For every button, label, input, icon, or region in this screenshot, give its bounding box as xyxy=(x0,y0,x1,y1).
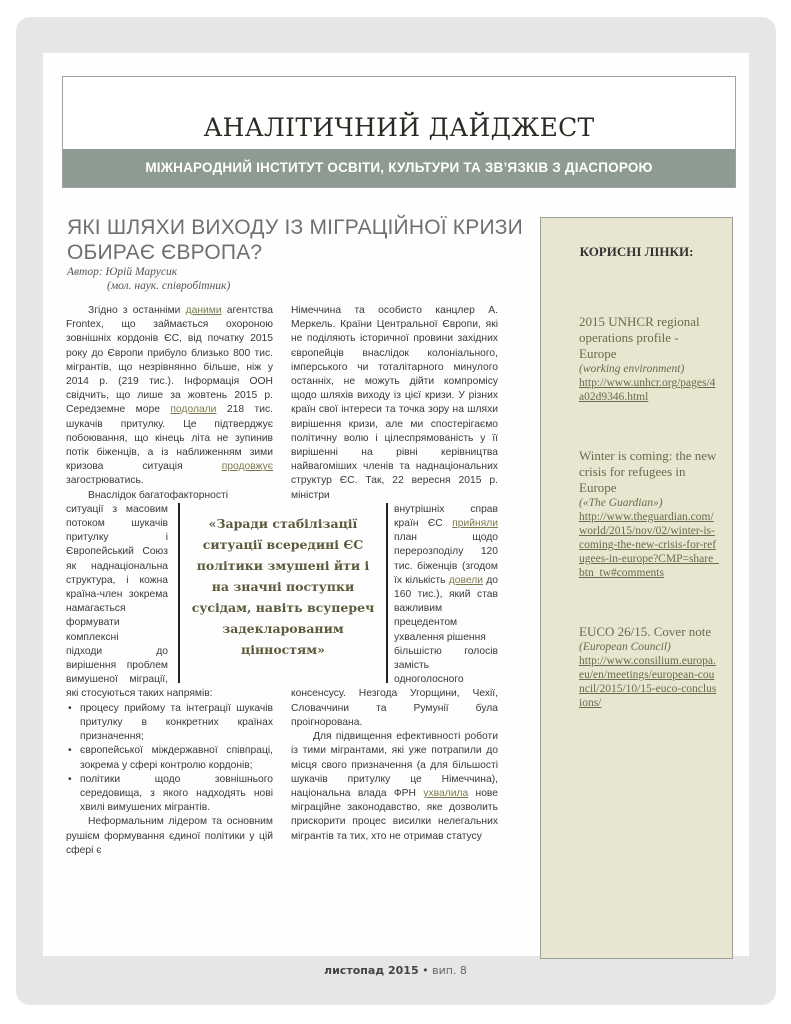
link-source: (European Council) xyxy=(579,641,671,653)
link-source: (working environment) xyxy=(579,363,685,375)
link-url[interactable]: http://www.consilium.europa.eu/en/meetings/european-council/2015/10/15-euco-conclusions/ xyxy=(579,655,717,709)
paragraph: більшістю голосів замість одноголосного консенсусу. Незгода Угорщини, Чехії, Словаччини та Румунії була проігнорована. xyxy=(291,645,498,728)
issue-number: вип. 8 xyxy=(432,964,467,977)
issue-date: листопад 2015 xyxy=(324,964,419,977)
text-run: загострюватись. xyxy=(66,475,144,487)
link-crossed[interactable]: подолали xyxy=(170,404,217,416)
author-role: (мол. наук. співробітник) xyxy=(107,280,231,292)
text-run: агентства Frontex, що займається охороною зовнішніх кордонів ЄС, від початку 2015 року до Європи прибуло близько 800 тис. мігрантів, що незрівнянно більше, ніж у 2014 р. (219 тис.). Інформація ООН свідчить, що лише за жовтень 2015 р. Середземне море xyxy=(66,305,274,416)
article-title: ЯКІ ШЛЯХИ ВИХОДУ ІЗ МІГРАЦІЙНОЇ КРИЗИ ОБИРАЄ ЄВРОПА? xyxy=(67,216,523,264)
link-approved[interactable]: ухвалила xyxy=(423,787,469,799)
text-run: Згідно з останніми xyxy=(88,305,186,316)
link-raised[interactable]: довели xyxy=(448,574,483,586)
pull-quote-text: «Заради стабілізації ситуації всередині ЄС політики змушені йти і на значні поступки сусідам, навіть всупереч задекларованим цінностям» xyxy=(191,516,375,657)
byline xyxy=(67,265,230,293)
paragraph xyxy=(66,304,273,489)
text-run: Для підвищення ефективності роботи із тими мігрантами, які уже потрапили до місця свого призначення (а для більшості шукачів притулку це Німеччина), національна влада ФРН xyxy=(291,731,498,799)
list-item: • європейської міждержавної співпраці, зокрема у сфері контролю кордонів; xyxy=(66,744,273,772)
link-title: EUCO 26/15. Cover note xyxy=(579,624,712,639)
text-run: до 160 тис.), який став важливим прецедентом ухвалення рішення xyxy=(394,574,498,643)
bullet-list xyxy=(66,702,273,816)
text-run: план щодо перерозподілу 120 тис. біженців (згодом їх кількість xyxy=(394,532,498,586)
link-url[interactable]: http://www.unhcr.org/pages/4a02d9346.html xyxy=(579,377,716,403)
paragraph: підходи до вирішення проблем вимушеної міграції, які стосуються таких напрямів: xyxy=(66,645,213,700)
link-url[interactable]: http://www.theguardian.com/world/2015/nov/02/winter-is-coming-the-new-crisis-for-refugees-in-europe?CMP=share_btn_tw#comments xyxy=(579,511,719,579)
list-item: • політики щодо зовнішнього середовища, з якого надходять нові хвилі вимушених мігрантів. xyxy=(66,773,273,816)
link-continues[interactable]: продовжує xyxy=(221,461,273,473)
paragraph: Неформальним лідером та основним рушієм формування єдиної політики у цій сфері є xyxy=(66,816,273,856)
masthead xyxy=(62,76,736,188)
paragraph-lead: Внаслідок багатофакторності xyxy=(88,489,229,501)
pull-quote xyxy=(178,503,388,683)
footer-separator: • xyxy=(418,964,433,977)
link-data[interactable]: даними xyxy=(185,305,222,316)
sidebar-link-item xyxy=(579,448,719,580)
institute-banner: МІЖНАРОДНИЙ ІНСТИТУТ ОСВІТИ, КУЛЬТУРИ ТА ЗВ’ЯЗКІВ З ДІАСПОРОЮ xyxy=(63,149,735,187)
publication-title: АНАЛІТИЧНИЙ ДАЙДЖЕСТ xyxy=(203,113,595,142)
article-body xyxy=(66,304,498,950)
text-run: 218 тис. шукачів притулку. Це підтверджує побоювання, що кінець літа не зупинив потік біженців, а із наближенням зими кризова ситуація xyxy=(66,404,273,473)
paragraph: Німеччина та особисто канцлер А. Меркель. Країни Центральної Європи, які не поділяють історичної провини західних європейців внаслідок колоніального, імперського чи тоталітарного минулого останніх, не можуть дійти компромісу щодо шляхів виходу із цієї кризи. У різних країн свої інтереси та точка зору на шляхи вирішення кризи, але ми спостерігаємо політичну волю і цілеспрямованість у її вирішенні на рівні керівництва найвагоміших членів та наднаціональних структур ЄС. Так, 22 вересня 2015 р. міністри xyxy=(291,305,498,501)
list-item: • процесу прийому та інтеграції шукачів притулку в конкретних країнах призначення; xyxy=(66,702,273,745)
link-title: 2015 UNHCR regional operations profile - Europe xyxy=(579,314,700,361)
page-footer xyxy=(0,964,791,977)
paragraph-wrap: ситуації з масовим потоком шукачів притулку і Європейський Союз як наднаціональна структура, і кожна країна-член зокрема намагається формувати комплексні xyxy=(66,503,168,643)
link-title: Winter is coming: the new crisis for refugees in Europe xyxy=(579,448,717,495)
link-source: («The Guardian») xyxy=(579,497,663,509)
sidebar-title: КОРИСНІ ЛІНКИ: xyxy=(579,244,694,259)
author-name: Автор: Юрій Марусик xyxy=(67,266,178,278)
sidebar-links xyxy=(579,314,719,754)
link-adopted[interactable]: прийняли xyxy=(452,518,498,530)
sidebar-link-item xyxy=(579,624,719,710)
sidebar-link-item xyxy=(579,314,719,404)
text-run: внутрішніх справ країн ЄС xyxy=(394,503,498,530)
useful-links-sidebar xyxy=(540,217,733,959)
text-run: нове міграційне законодавство, яке дозволить прискорити процес висилки нелегальних мігрантів та тих, хто не отримав статусу xyxy=(291,787,498,842)
paragraph xyxy=(291,730,498,844)
